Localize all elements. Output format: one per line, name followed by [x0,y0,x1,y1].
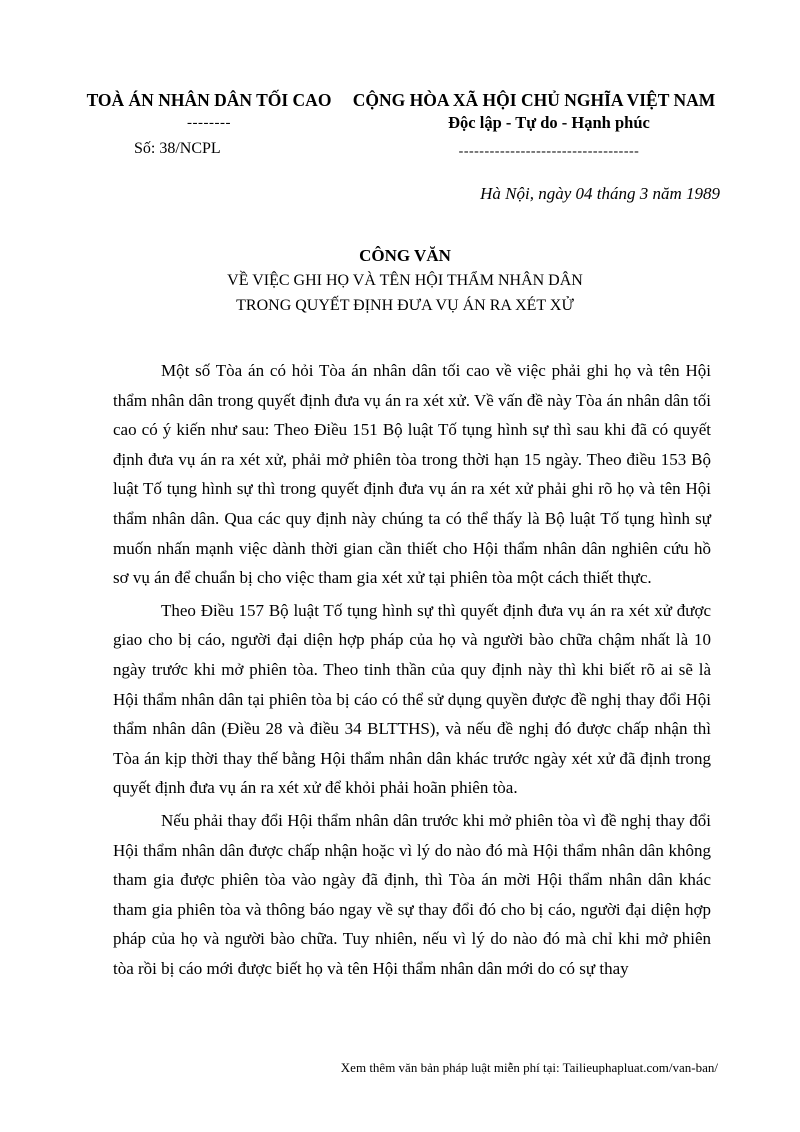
issuing-authority-name: TOÀ ÁN NHÂN DÂN TỐI CAO [86,90,332,110]
national-title-block [344,88,724,162]
body-paragraph: Nếu phải thay đổi Hội thẩm nhân dân trước khi mở phiên tòa vì đề nghị thay đổi Hội thẩm nhân dân được chấp nhận hoặc vì lý do nào đó mà Hội thẩm nhân dân không tham gia được phiên tòa vào ngày đã định, thì Tòa án mời Hội thẩm nhân dân khác tham gia phiên tòa và thông báo ngay về sự thay đổi đó cho bị cáo, người đại diện hợp pháp của họ và người bào chữa. Tuy nhiên, nếu vì lý do nào đó mà chỉ khi mở phiên tòa rồi bị cáo mới được biết họ và tên Hội thẩm nhân dân mới do có sự thay [113,810,711,978]
document-header [84,88,724,162]
issuing-authority-block [84,88,334,162]
issue-date: Hà Nội, ngày 04 tháng 3 năm 1989 [480,184,720,203]
authority-divider: -------- [187,115,231,131]
document-body [113,356,711,986]
body-paragraph: Theo Điều 157 Bộ luật Tố tụng hình sự thì quyết định đưa vụ án ra xét xử được giao cho bị cáo, người đại diện hợp pháp của họ và người bào chữa chậm nhất là 10 ngày trước khi mở phiên tòa. Theo tinh thần của quy định này thì khi biết rõ ai sẽ là Hội thẩm nhân dân tại phiên tòa bị cáo có thể sử dụng quyền được đề nghị thay đổi Hội thẩm nhân dân (Điều 28 và điều 34 BLTTHS), và nếu đề nghị đó được chấp nhận thì Tòa án kịp thời thay thế bằng Hội thẩm nhân dân khác trước ngày xét xử đã định trong quyết định đưa vụ án ra xét xử để khỏi phải hoãn phiên tòa. [113,600,711,798]
subject-line: TRONG QUYẾT ĐỊNH ĐƯA VỤ ÁN RA XÉT XỬ [236,297,574,314]
body-paragraph: Một số Tòa án có hỏi Tòa án nhân dân tối cao về việc phải ghi họ và tên Hội thẩm nhân dân trong quyết định đưa vụ án ra xét xử. Về vấn đề này Tòa án nhân dân tối cao có ý kiến như sau: Theo Điều 151 Bộ luật Tố tụng hình sự thì sau khi đã có quyết định đưa vụ án ra xét xử, phải mở phiên tòa trong thời hạn 15 ngày. Theo điều 153 Bộ luật Tố tụng hình sự thì trong quyết định đưa vụ án ra xét xử phải ghi rõ họ và tên Hội thẩm nhân dân. Qua các quy định này chúng ta có thể thấy là Bộ luật Tố tụng hình sự muốn nhấn mạnh việc dành thời gian cần thiết cho Hội thẩm nhân dân nghiên cứu hồ sơ vụ án để chuẩn bị cho việc tham gia xét xử tại phiên tòa một cách thiết thực. [113,361,711,588]
country-name: CỘNG HÒA XÃ HỘI CHỦ NGHĨA VIỆT NAM [352,90,716,110]
page-footer: Xem thêm văn bản pháp luật miễn phí tại: Tailieuphapluat.com/van-ban/ [340,1060,718,1075]
motto-divider: ----------------------------------- [458,144,640,159]
document-type: CÔNG VĂN [359,246,451,265]
document-title-block [0,244,800,318]
document-number: Số: 38/NCPL [134,140,221,157]
subject-line: VỀ VIỆC GHI HỌ VÀ TÊN HỘI THẨM NHÂN DÂN [227,272,583,289]
national-motto: Độc lập - Tự do - Hạnh phúc [448,113,650,132]
